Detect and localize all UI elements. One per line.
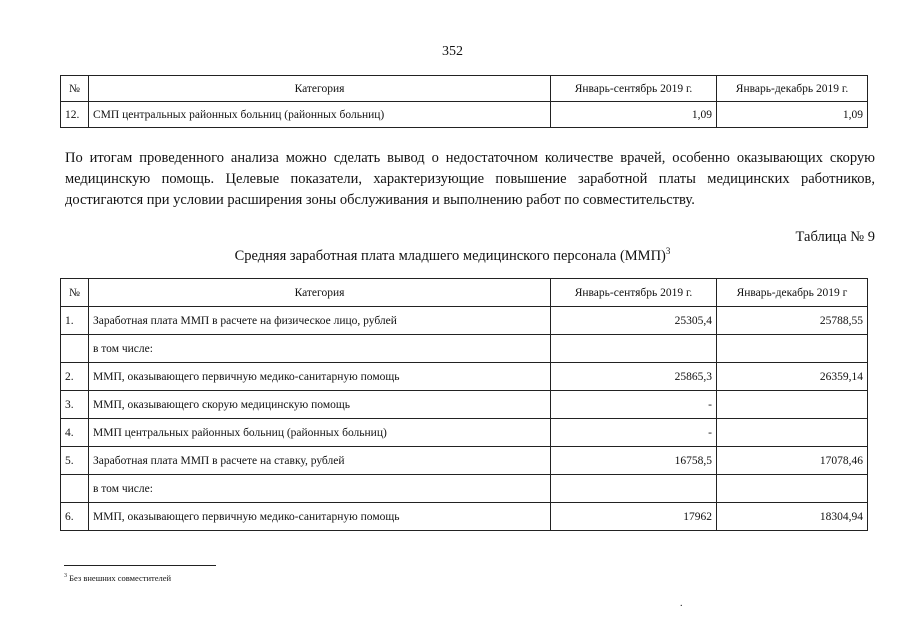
analysis-paragraph: По итогам проведенного анализа можно сделать вывод о недостаточном количестве врачей, особенно оказывающих скорую медицинскую помощь. Целевые показатели, характеризующие повышение заработной платы медицинских работников, достигаются при условии расширения зоны обслуживания и выполнению работ по совместительству.	[65, 150, 875, 208]
row-category: ММП центральных районных больниц (районных больниц)	[89, 419, 551, 447]
footnote-text: Без внешних совместителей	[69, 573, 172, 583]
row-category: СМП центральных районных больниц (районных больниц)	[89, 102, 551, 128]
row-value-jan-dec	[717, 335, 868, 363]
table-row	[61, 391, 868, 419]
footnote	[64, 573, 171, 583]
column-header-jan-sep: Январь-сентябрь 2019 г.	[551, 279, 717, 307]
column-header-number: №	[61, 279, 89, 307]
stray-mark: .	[680, 598, 683, 609]
column-header-jan-dec: Январь-декабрь 2019 г.	[717, 76, 868, 102]
table-title-text: Средняя заработная плата младшего медицинского персонала (ММП)	[234, 247, 666, 264]
row-category: ММП, оказывающего первичную медико-санитарную помощь	[89, 503, 551, 531]
table-row	[61, 447, 868, 475]
row-number	[61, 335, 89, 363]
row-number: 6.	[61, 503, 89, 531]
row-value-jan-dec	[717, 391, 868, 419]
summary-table	[60, 75, 868, 128]
column-header-category: Категория	[89, 76, 551, 102]
row-number: 1.	[61, 307, 89, 335]
table-row	[61, 335, 868, 363]
row-value-jan-sep: -	[551, 419, 717, 447]
column-header-category: Категория	[89, 279, 551, 307]
row-category: в том числе:	[89, 335, 551, 363]
row-category: в том числе:	[89, 475, 551, 503]
row-value-jan-sep: 25865,3	[551, 363, 717, 391]
column-header-number: №	[61, 76, 89, 102]
row-value-jan-dec: 18304,94	[717, 503, 868, 531]
row-value-jan-sep: -	[551, 391, 717, 419]
row-number: 12.	[61, 102, 89, 128]
page-number: 352	[442, 44, 463, 59]
row-category: ММП, оказывающего первичную медико-санитарную помощь	[89, 363, 551, 391]
row-number: 5.	[61, 447, 89, 475]
row-value-jan-dec	[717, 419, 868, 447]
row-category: ММП, оказывающего скорую медицинскую помощь	[89, 391, 551, 419]
table-row	[61, 419, 868, 447]
column-header-jan-sep: Январь-сентябрь 2019 г.	[551, 76, 717, 102]
row-category: Заработная плата ММП в расчете на ставку, рублей	[89, 447, 551, 475]
row-value-jan-sep	[551, 335, 717, 363]
row-value-jan-sep: 25305,4	[551, 307, 717, 335]
row-number: 3.	[61, 391, 89, 419]
row-value-jan-sep: 17962	[551, 503, 717, 531]
table-header-row	[61, 279, 868, 307]
row-value-jan-dec: 25788,55	[717, 307, 868, 335]
salary-table	[60, 278, 868, 531]
row-number	[61, 475, 89, 503]
table-row	[61, 503, 868, 531]
table-label: Таблица № 9	[795, 229, 875, 245]
table-row	[61, 363, 868, 391]
row-value-jan-dec	[717, 475, 868, 503]
row-number: 4.	[61, 419, 89, 447]
footnote-mark: 3	[64, 573, 67, 580]
row-value-jan-dec: 17078,46	[717, 447, 868, 475]
table-row	[61, 102, 868, 128]
table-row	[61, 307, 868, 335]
row-category: Заработная плата ММП в расчете на физическое лицо, рублей	[89, 307, 551, 335]
row-number: 2.	[61, 363, 89, 391]
row-value-jan-sep	[551, 475, 717, 503]
footnote-divider	[64, 565, 216, 566]
row-value-jan-sep: 16758,5	[551, 447, 717, 475]
table-row	[61, 475, 868, 503]
row-value-jan-dec: 1,09	[717, 102, 868, 128]
table-header-row	[61, 76, 868, 102]
table-title	[0, 246, 905, 265]
row-value-jan-sep: 1,09	[551, 102, 717, 128]
table-title-footnote-mark: 3	[665, 246, 671, 256]
row-value-jan-dec: 26359,14	[717, 363, 868, 391]
column-header-jan-dec: Январь-декабрь 2019 г	[717, 279, 868, 307]
